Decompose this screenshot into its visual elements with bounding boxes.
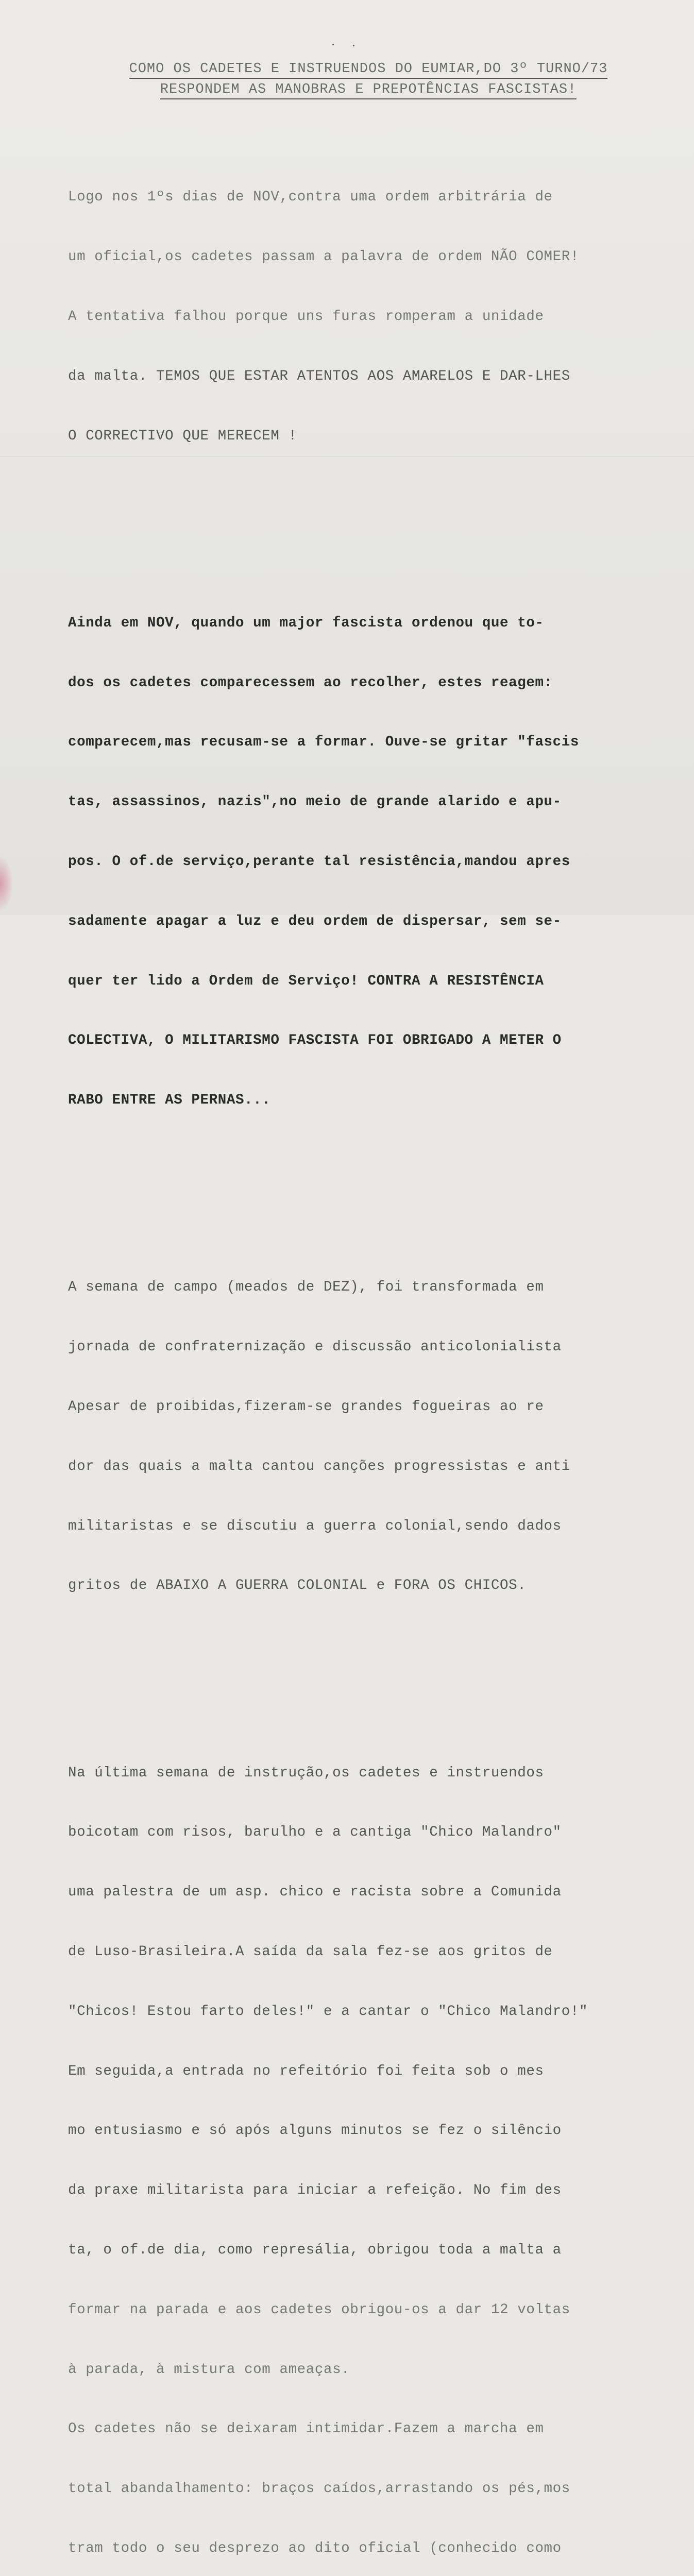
text-line: COLECTIVA, O MILITARISMO FASCISTA FOI OBRIGADO A METER O bbox=[68, 1031, 650, 1051]
text-line: tas, assassinos, nazis",no meio de grande alarido e apu- bbox=[68, 792, 650, 812]
text-line: Apesar de proibidas,fizeram-se grandes fogueiras ao re bbox=[68, 1397, 650, 1417]
text-line: boicotam com risos, barulho e a cantiga "Chico Malandro" bbox=[68, 1823, 650, 1843]
paragraph-1 bbox=[68, 148, 650, 486]
text-line: Em seguida,a entrada no refeitório foi feita sob o mes bbox=[68, 2062, 650, 2082]
text-line: ta, o of.de dia, como represália, obrigou toda a malta a bbox=[68, 2241, 650, 2261]
text-line: de Luso-Brasileira.A saída da sala fez-se aos gritos de bbox=[68, 1942, 650, 1962]
text-line: dor das quais a malta cantou canções progressistas e anti bbox=[68, 1457, 650, 1477]
paragraph-3 bbox=[68, 1238, 650, 1636]
text-line: A tentativa falhou porque uns furas romperam a unidade bbox=[68, 307, 650, 327]
title-line-2: RESPONDEM AS MANOBRAS E PREPOTÊNCIAS FASCISTAS! bbox=[82, 79, 654, 100]
text-line: total abandalhamento: braços caídos,arrastando os pés,mos bbox=[68, 2479, 650, 2499]
text-line: gritos de ABAIXO A GUERRA COLONIAL e FORA OS CHICOS. bbox=[68, 1576, 650, 1596]
text-line: à parada, à mistura com ameaças. bbox=[68, 2360, 650, 2380]
title-line-1: COMO OS CADETES E INSTRUENDOS DO EUMIAR,DO 3º TURNO/73 bbox=[82, 59, 654, 79]
text-line: comparecem,mas recusam-se a formar. Ouve-se gritar "fascis bbox=[68, 733, 650, 753]
text-line: RABO ENTRE AS PERNAS... bbox=[68, 1091, 650, 1111]
text-line: Ainda em NOV, quando um major fascista ordenou que to- bbox=[68, 614, 650, 634]
text-line: dos os cadetes comparecessem ao recolher, estes reagem: bbox=[68, 673, 650, 693]
text-line: uma palestra de um asp. chico e racista sobre a Comunida bbox=[68, 1883, 650, 1903]
text-line: Os cadetes não se deixaram intimidar.Fazem a marcha em bbox=[68, 2419, 650, 2439]
text-line: da praxe militarista para iniciar a refeição. No fim des bbox=[68, 2181, 650, 2201]
text-line: quer ter lido a Ordem de Serviço! CONTRA A RESISTÊNCIA bbox=[68, 972, 650, 992]
text-line: "Chicos! Estou farto deles!" e a cantar o "Chico Malandro!" bbox=[68, 2002, 650, 2022]
text-line: um oficial,os cadetes passam a palavra de ordem NÃO COMER! bbox=[68, 247, 650, 267]
text-line: militaristas e se discutiu a guerra colonial,sendo dados bbox=[68, 1517, 650, 1537]
text-line: da malta. TEMOS QUE ESTAR ATENTOS AOS AMARELOS E DAR-LHES bbox=[68, 367, 650, 387]
text-line: sadamente apagar a luz e deu ordem de dispersar, sem se- bbox=[68, 912, 650, 932]
text-line: O CORRECTIVO QUE MERECEM ! bbox=[68, 427, 650, 447]
text-line: Logo nos 1ºs dias de NOV,contra uma ordem arbitrária de bbox=[68, 188, 650, 208]
text-line: A semana de campo (meados de DEZ), foi transformada em bbox=[68, 1278, 650, 1298]
ink-stain bbox=[0, 855, 13, 912]
text-line: mo entusiasmo e só após alguns minutos se fez o silêncio bbox=[68, 2121, 650, 2141]
paragraph-2 bbox=[68, 574, 650, 1150]
text-line: tram todo o seu desprezo ao dito oficial (conhecido como bbox=[68, 2539, 650, 2559]
text-line: jornada de confraternização e discussão anticolonialista bbox=[68, 1337, 650, 1358]
text-line: pos. O of.de serviço,perante tal resistência,mandou apres bbox=[68, 852, 650, 872]
document-title bbox=[82, 59, 654, 100]
speck bbox=[332, 44, 334, 45]
paragraph-4 bbox=[68, 1724, 650, 2576]
text-line: Na última semana de instrução,os cadetes e instruendos bbox=[68, 1764, 650, 1784]
document-body bbox=[68, 108, 650, 2576]
speck bbox=[353, 45, 354, 46]
text-line: formar na parada e aos cadetes obrigou-os a dar 12 voltas bbox=[68, 2300, 650, 2320]
